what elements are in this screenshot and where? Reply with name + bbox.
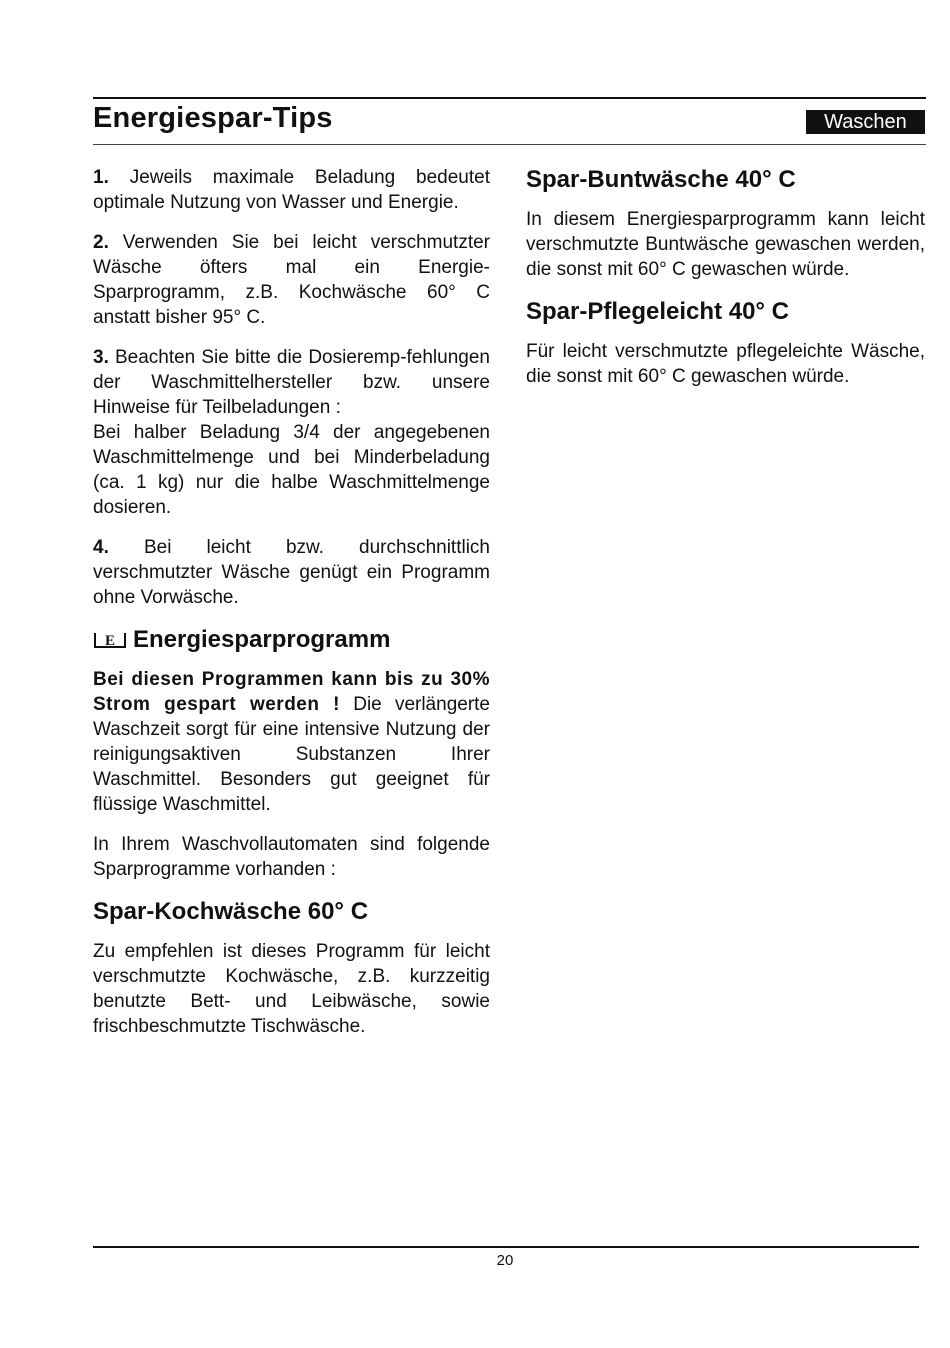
pflege-text: Für leicht verschmutzte pflegeleichte Wäsche, die sonst mit 60° C gewaschen würde. (526, 341, 925, 387)
available-programs-text: In Ihrem Waschvollautomaten sind folgende Sparprogramme vorhanden : (93, 834, 490, 880)
left-column (93, 165, 490, 1039)
section-tab-label: Waschen (806, 110, 925, 134)
bunt-heading: Spar-Buntwäsche 40° C (526, 166, 796, 193)
energy-lead: Bei diesen Programmen kann bis zu 30% Strom gespart werden ! (93, 669, 490, 715)
tip-text: Verwenden Sie bei leicht verschmutzter Wäsche öfters mal ein Energie-Sparprogramm, z.B. Kochwäsche 60° C anstatt bisher 95° C. (93, 232, 490, 328)
energy-heading (93, 625, 490, 655)
koch-text: Zu empfehlen ist dieses Programm für leicht verschmutzte Kochwäsche, z.B. kurzzeitig benutzte Bett- und Leibwäsche, sowie frischbeschmutzte Tischwäsche. (93, 941, 490, 1037)
koch-heading: Spar-Kochwäsche 60° C (93, 898, 369, 925)
right-column (526, 165, 925, 389)
header-rule-bottom (93, 144, 926, 145)
tip-1 (93, 165, 490, 215)
tip-4 (93, 535, 490, 610)
tip-2 (93, 230, 490, 330)
energy-paragraph (93, 667, 490, 817)
page-title: Energiespar-Tips (93, 102, 333, 134)
tip-number: 1. (93, 167, 109, 188)
energy-text: Die verlängerte Waschzeit sorgt für eine intensive Nutzung der reinigungsaktiven Substanzen Ihrer Waschmittel. Besonders gut geeignet für flüssige Waschmittel. (93, 694, 491, 815)
footer-rule (93, 1246, 919, 1248)
tip-number: 2. (93, 232, 109, 253)
svg-text:E: E (104, 633, 116, 649)
tip-3 (93, 345, 490, 420)
pflege-heading: Spar-Pflegeleicht 40° C (526, 298, 790, 325)
header-rule-top (93, 97, 926, 99)
tip-3-extra: Bei halber Beladung 3/4 der angegebenen Waschmittelmenge und bei Minderbeladung (ca. 1 kg) nur die halbe Waschmittelmenge dosieren. (93, 422, 490, 518)
tip-text: Bei leicht bzw. durchschnittlich verschmutzter Wäsche genügt ein Programm ohne Vorwäsche. (93, 537, 490, 608)
energy-heading-text: Energiesparprogramm (133, 626, 391, 653)
tip-number: 4. (93, 537, 109, 558)
ej-program-icon (93, 630, 127, 650)
tip-text: Beachten Sie bitte die Dosieremp-fehlungen der Waschmittelhersteller bzw. unsere Hinweise für Teilbeladungen : (93, 347, 490, 418)
page-number: 20 (496, 1252, 514, 1269)
tip-number: 3. (93, 347, 109, 368)
tip-text: Jeweils maximale Beladung bedeutet optimale Nutzung von Wasser und Energie. (93, 167, 491, 213)
bunt-text: In diesem Energiesparprogramm kann leicht verschmutzte Buntwäsche gewaschen werden, die sonst mit 60° C gewaschen würde. (526, 209, 925, 280)
